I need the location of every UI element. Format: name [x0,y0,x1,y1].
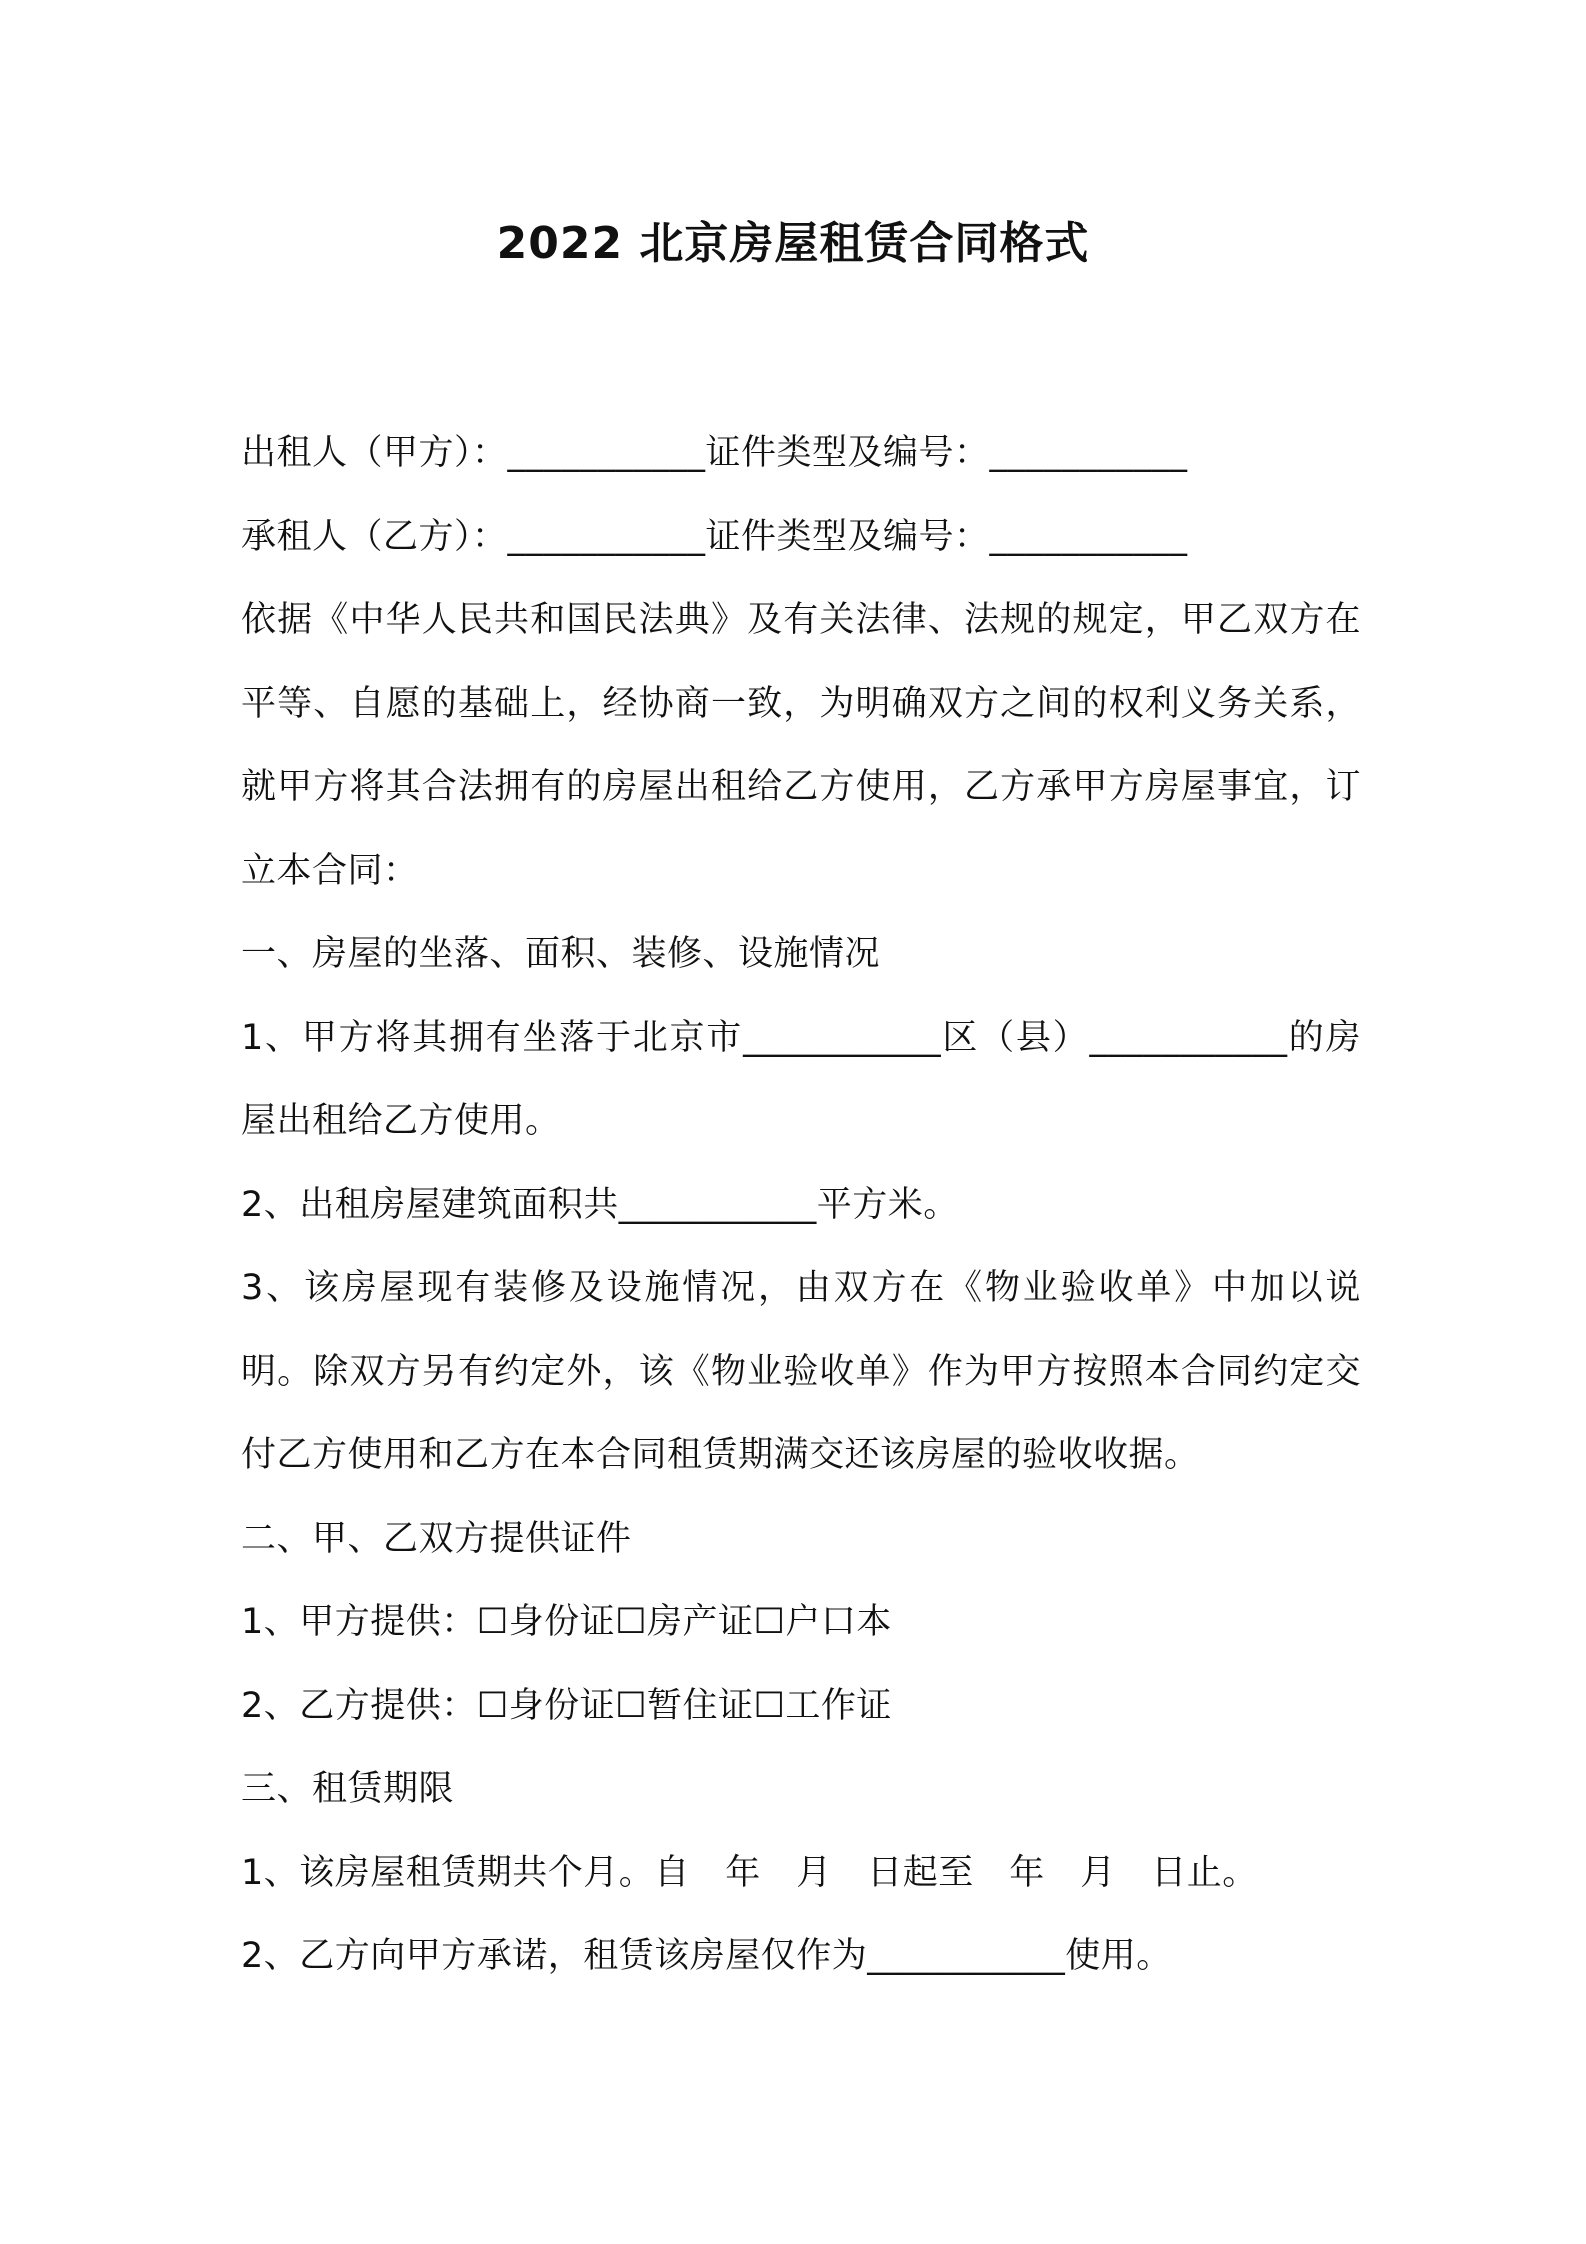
clause-2-1: 1、甲方提供：☐身份证☐房产证☐户口本 [241,1602,892,1642]
preamble-paragraph: 依据《中华人民共和国民法典》及有关法律、法规的规定，甲乙双方在平等、自愿的基础上，经协商一致，为明确双方之间的权利义务关系，就甲方将其合法拥有的房屋出租给乙方使用，乙方承甲方房屋事宜，订立本合同： [241,600,1361,891]
clause-3-2: 2、乙方向甲方承诺，租赁该房屋仅作为___________使用。 [241,1936,1172,1976]
lessor-line: 出租人（甲方）：___________证件类型及编号：___________ [241,433,1188,473]
clause-1-2: 2、出租房屋建筑面积共___________平方米。 [241,1184,959,1225]
document-title: 2022 北京房屋租赁合同格式 [496,218,1090,269]
clause-3-1: 1、该房屋租赁期共个月。自 年 月 日起至 年 月 日止。 [241,1852,1258,1893]
document-body [241,412,1361,1999]
section-2-heading: 二、甲、乙双方提供证件 [241,1518,632,1559]
lessee-line: 承租人（乙方）：___________证件类型及编号：___________ [241,516,1188,557]
clause-1-3: 3、该房屋现有装修及设施情况，由双方在《物业验收单》中加以说明。除双方另有约定外，该《物业验收单》作为甲方按照本合同约定交付乙方使用和乙方在本合同租赁期满交还该房屋的验收收据。 [241,1268,1361,1475]
section-3-heading: 三、租赁期限 [241,1769,455,1809]
clause-2-2: 2、乙方提供：☐身份证☐暂住证☐工作证 [241,1685,892,1726]
section-1-heading: 一、房屋的坐落、面积、装修、设施情况 [241,934,881,974]
clause-1-1: 1、甲方将其拥有坐落于北京市___________区（县）___________的房屋出租给乙方使用。 [241,1017,1361,1141]
